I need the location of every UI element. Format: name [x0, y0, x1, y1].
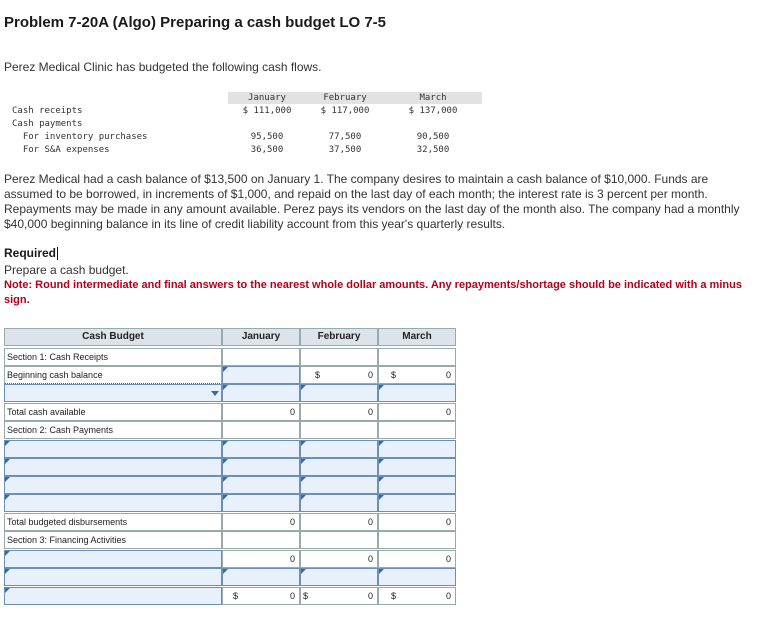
empty-cell — [222, 348, 300, 366]
ending-item-input[interactable] — [4, 587, 222, 605]
total-disb-jan: 0 — [222, 513, 300, 531]
total-disbursements-label: Total budgeted disbursements — [4, 513, 222, 531]
input-marker-icon — [5, 495, 10, 500]
input-marker-icon — [301, 385, 306, 390]
flows-value: 90,500 — [416, 132, 450, 142]
dollar-sign: $ — [315, 370, 321, 380]
input-marker-icon — [223, 477, 228, 482]
receipt-item-dropdown[interactable] — [4, 384, 222, 402]
input-marker-icon — [301, 441, 306, 446]
total-available-feb: 0 — [300, 403, 378, 421]
flows-month-jan: January — [228, 92, 306, 104]
required-text: Prepare a cash budget. — [4, 263, 129, 277]
chevron-down-icon[interactable] — [211, 391, 219, 396]
flows-value: 37,500 — [328, 145, 362, 155]
flows-value: $ 137,000 — [408, 106, 458, 116]
input-marker-icon — [223, 495, 228, 500]
input-marker-icon — [223, 459, 228, 464]
header-february: February — [300, 328, 378, 346]
input-marker-icon — [379, 569, 384, 574]
input-marker-icon — [5, 459, 10, 464]
section3-label: Section 3: Financing Activities — [4, 531, 222, 549]
input-marker-icon — [5, 477, 10, 482]
input-marker-icon — [5, 551, 10, 556]
payment-feb-input[interactable] — [300, 494, 378, 512]
beginning-cash-jan-input[interactable] — [222, 366, 300, 384]
empty-cell — [222, 421, 300, 439]
input-marker-icon — [301, 569, 306, 574]
section1-label: Section 1: Cash Receipts — [4, 348, 222, 366]
payment-mar-input[interactable] — [378, 458, 456, 476]
financing-item-input[interactable] — [4, 568, 222, 586]
financing-item-input[interactable] — [4, 550, 222, 568]
dollar-sign: $ — [391, 591, 397, 601]
ending-feb: $ 0 — [300, 587, 378, 605]
payment-jan-input[interactable] — [222, 458, 300, 476]
flows-label: Cash payments — [12, 119, 83, 129]
payment-feb-input[interactable] — [300, 440, 378, 458]
payment-feb-input[interactable] — [300, 458, 378, 476]
empty-cell — [378, 348, 456, 366]
problem-title: Problem 7-20A (Algo) Preparing a cash budget LO 7-5 — [4, 14, 387, 31]
payment-mar-input[interactable] — [378, 494, 456, 512]
beginning-cash-label: Beginning cash balance — [4, 366, 222, 384]
receipt-feb-input[interactable] — [300, 384, 378, 402]
text-cursor — [57, 247, 58, 260]
input-marker-icon — [223, 385, 228, 390]
section2-label: Section 2: Cash Payments — [4, 421, 222, 439]
financing-mar-input[interactable] — [378, 568, 456, 586]
input-marker-icon — [223, 569, 228, 574]
flows-value: 32,500 — [416, 145, 450, 155]
input-marker-icon — [379, 459, 384, 464]
dollar-sign: $ — [391, 370, 397, 380]
input-marker-icon — [5, 569, 10, 574]
input-marker-icon — [223, 441, 228, 446]
financing-feb: 0 — [300, 550, 378, 568]
financing-jan: 0 — [222, 550, 300, 568]
total-disb-mar: 0 — [378, 513, 456, 531]
empty-cell — [300, 531, 378, 549]
total-disb-feb: 0 — [300, 513, 378, 531]
payment-item-input[interactable] — [4, 476, 222, 494]
flows-value: $ 111,000 — [242, 106, 292, 116]
required-heading: Required — [4, 246, 57, 260]
input-marker-icon — [379, 385, 384, 390]
input-marker-icon — [223, 367, 228, 372]
dollar-sign: $ — [233, 591, 239, 601]
payment-mar-input[interactable] — [378, 440, 456, 458]
input-marker-icon — [379, 477, 384, 482]
flows-value: 77,500 — [328, 132, 362, 142]
flows-label: For S&A expenses — [12, 145, 110, 155]
input-marker-icon — [5, 441, 10, 446]
ending-jan: $ 0 — [222, 587, 300, 605]
header-march: March — [378, 328, 456, 346]
empty-cell — [300, 348, 378, 366]
receipt-jan-input[interactable] — [222, 384, 300, 402]
financing-feb-input[interactable] — [300, 568, 378, 586]
flows-value: 95,500 — [250, 132, 284, 142]
header-cash-budget: Cash Budget — [4, 328, 222, 346]
input-marker-icon — [379, 441, 384, 446]
intro-text: Perez Medical Clinic has budgeted the following cash flows. — [4, 60, 322, 74]
input-marker-icon — [5, 588, 10, 593]
total-available-mar: 0 — [378, 403, 456, 421]
payment-item-input[interactable] — [4, 440, 222, 458]
input-marker-icon — [301, 495, 306, 500]
payment-item-input[interactable] — [4, 458, 222, 476]
input-marker-icon — [301, 459, 306, 464]
payment-mar-input[interactable] — [378, 476, 456, 494]
flows-month-mar: March — [384, 92, 482, 104]
empty-cell — [300, 421, 378, 439]
total-available-jan: 0 — [222, 403, 300, 421]
problem-paragraph: Perez Medical had a cash balance of $13,500 on January 1. The company desires to maintain a cash balance of $10,000. Funds are assumed to be borrowed, in increments of $1,000, and repaid on the last day of each month; the interest rate is 3 percent per month. Repayments may be made in any amount available. Perez pays its vendors on the last day of the month also. The company had a monthly $40,000 beginning balance in its line of credit liability account from this year's quarterly results. — [4, 172, 740, 231]
payment-jan-input[interactable] — [222, 494, 300, 512]
flows-value: $ 117,000 — [320, 106, 370, 116]
total-available-label: Total cash available — [4, 403, 222, 421]
beginning-cash-mar: $ 0 — [378, 366, 456, 384]
flows-month-feb: February — [306, 92, 384, 104]
input-marker-icon — [379, 495, 384, 500]
flows-label: Cash receipts — [12, 106, 83, 116]
input-marker-icon — [301, 477, 306, 482]
empty-cell — [378, 531, 456, 549]
flows-value: 36,500 — [250, 145, 284, 155]
ending-mar: $ 0 — [378, 587, 456, 605]
beginning-cash-feb: $ 0 — [300, 366, 378, 384]
financing-mar: 0 — [378, 550, 456, 568]
dollar-sign: $ — [303, 591, 309, 601]
payment-jan-input[interactable] — [222, 476, 300, 494]
rounding-note: Note: Round intermediate and final answers to the nearest whole dollar amounts. Any repayments/shortage should be indicated with a minus sign. — [4, 279, 742, 306]
receipt-mar-input[interactable] — [378, 384, 456, 402]
financing-jan-input[interactable] — [222, 568, 300, 586]
payment-item-input[interactable] — [4, 494, 222, 512]
empty-cell — [222, 531, 300, 549]
payment-feb-input[interactable] — [300, 476, 378, 494]
empty-cell — [378, 421, 456, 439]
payment-jan-input[interactable] — [222, 440, 300, 458]
header-january: January — [222, 328, 300, 346]
flows-label: For inventory purchases — [12, 132, 148, 142]
